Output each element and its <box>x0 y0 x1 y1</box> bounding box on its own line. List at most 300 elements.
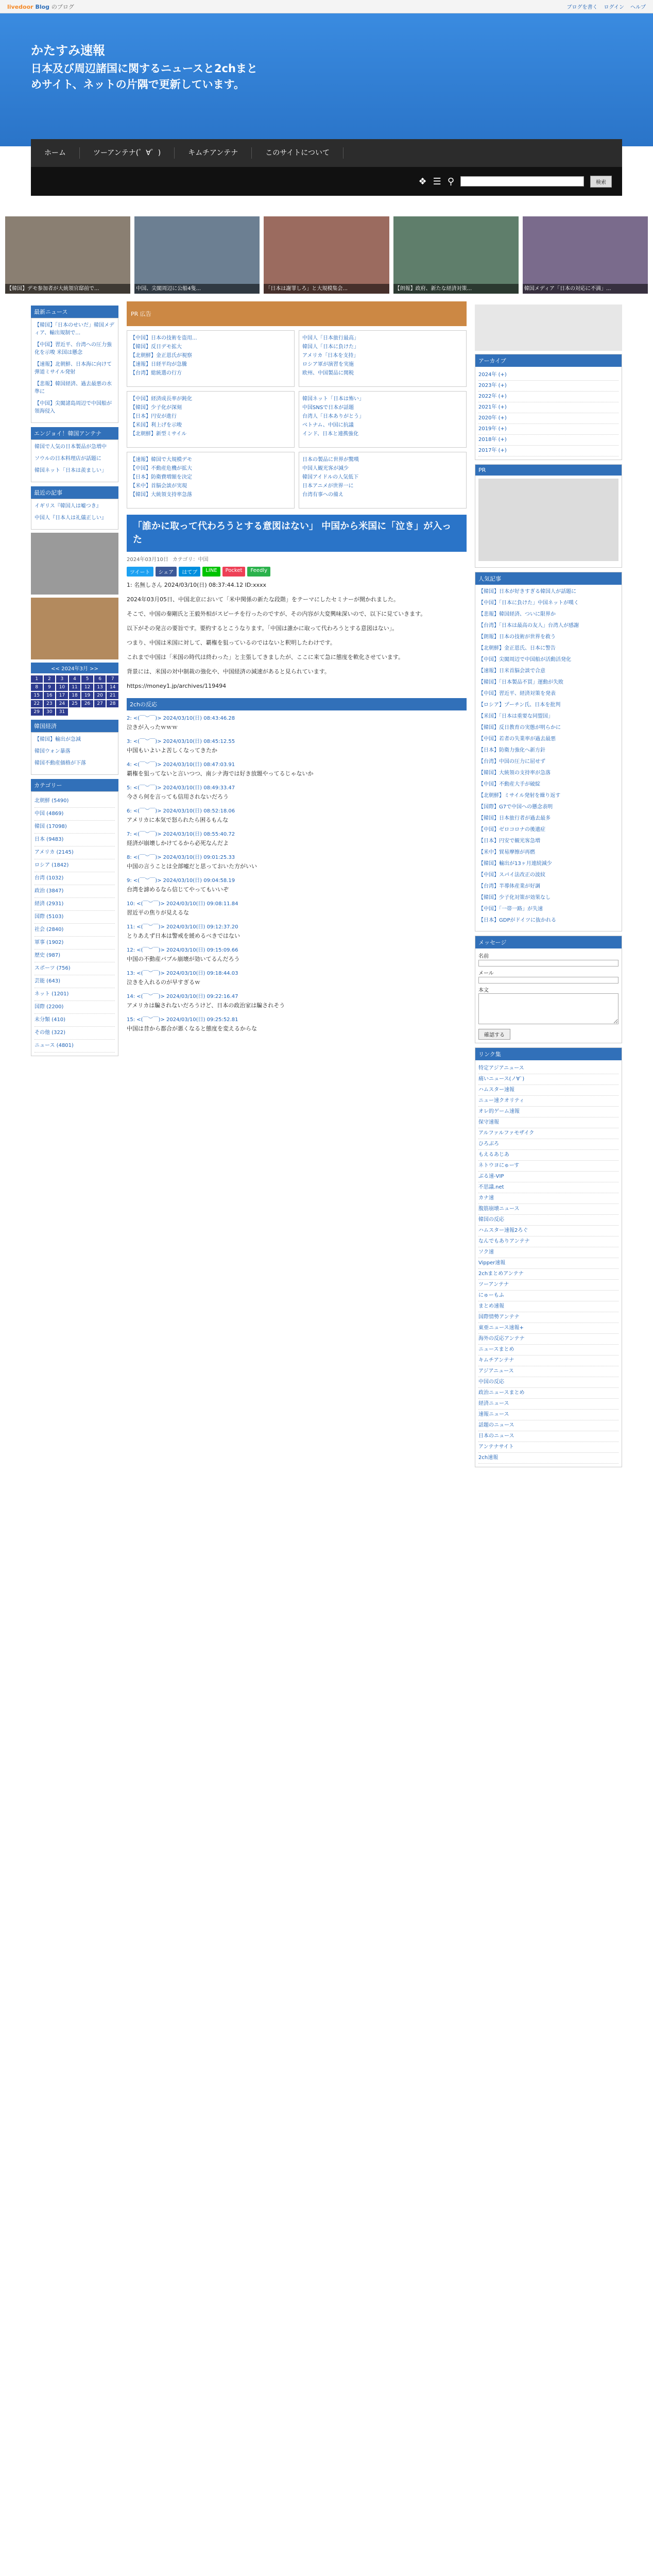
popular-article-link[interactable]: 【韓国】大統領の支持率が急落 <box>478 770 551 776</box>
partner-site-link[interactable]: カナ速 <box>478 1193 618 1204</box>
popular-article-link[interactable]: 【韓国】輸出が13ヶ月連続減少 <box>478 861 552 867</box>
comment-text: 中国は昔から都合が悪くなると態度を変えるからな <box>127 1025 257 1032</box>
calendar-day[interactable]: 6 <box>94 675 106 683</box>
partner-site-link[interactable]: なんでもありアンテナ <box>478 1236 618 1247</box>
calendar-day[interactable]: 4 <box>69 675 81 683</box>
login-link[interactable]: ログイン <box>604 5 624 10</box>
korea-economy-heading: 韓国経済 <box>31 720 118 732</box>
name-field[interactable] <box>478 960 618 967</box>
antenna-link-box <box>299 330 467 387</box>
recent-posts-box <box>31 499 118 530</box>
comment <box>127 923 467 940</box>
calendar-day[interactable]: 8 <box>31 684 43 691</box>
featured-photo[interactable]: 【朗報】政府、新たな経済対策... <box>393 216 519 294</box>
partner-site-link[interactable]: 話題のニュース <box>478 1420 618 1431</box>
antenna-link-box <box>299 452 467 509</box>
feedly-button[interactable]: Feedly <box>247 567 270 577</box>
calendar-day[interactable]: 29 <box>31 708 43 716</box>
antenna-link[interactable]: 欧州、中国製品に関税 <box>302 370 354 376</box>
message-heading: メッセージ <box>475 936 622 948</box>
archive-heading: アーカイブ <box>475 354 622 367</box>
calendar-day[interactable]: 25 <box>69 700 81 707</box>
featured-photo[interactable]: 中国、尖閣周辺に公船4隻... <box>134 216 260 294</box>
line-button[interactable]: LINE <box>202 567 220 577</box>
article-body <box>127 581 467 691</box>
econ-link[interactable]: 韓国不動産価格が下落 <box>35 760 86 766</box>
antenna-link[interactable]: 【速報】韓国で大規模デモ <box>130 457 192 463</box>
enjoy-korea-heading: エンジョイ！韓国アンテナ <box>31 427 118 439</box>
archive-year-link[interactable]: 2021年 (+) <box>478 402 618 413</box>
antenna-link[interactable]: 【中国】日本の技術を盗用... <box>130 335 197 341</box>
comment-text: アメリカは騙されないだろうけど、日本の政治家は騙されそう <box>127 1002 285 1009</box>
partner-site-link[interactable]: ぶる速-VIP <box>478 1172 618 1182</box>
calendar-day[interactable]: 2 <box>44 675 56 683</box>
ad-box <box>475 464 622 568</box>
partner-site-link[interactable]: 2ch速報 <box>478 1453 618 1464</box>
comment-text: 習近平の焦りが見えるな <box>127 909 189 916</box>
partner-site-link[interactable]: 特定アジアニュース <box>478 1063 618 1074</box>
calendar-day[interactable]: 20 <box>94 692 106 699</box>
calendar-day[interactable]: 15 <box>31 692 43 699</box>
antenna-link[interactable]: 【米中】首脳会談が実現 <box>130 483 187 489</box>
partner-site-link[interactable]: 保守速報 <box>478 1117 618 1128</box>
body-field[interactable] <box>478 993 618 1024</box>
partner-site-link[interactable]: 日本のニュース <box>478 1431 618 1442</box>
article-category[interactable]: カテゴリ：中国 <box>172 557 209 563</box>
comment-text: 覇権を狙ってないと言いつつ、南シナ海では好き放題やってるじゃないか <box>127 770 314 777</box>
comment-header: 13: <(￣︶￣)> 2024/03/10(日) 09:18:44.03 <box>127 971 238 976</box>
confirm-button[interactable]: 確認する <box>478 1029 510 1040</box>
twitter-icon[interactable]: ❖ <box>418 176 427 187</box>
recent-posts-heading: 最近の記事 <box>31 486 118 499</box>
antenna-link[interactable]: ベトナム、中国に抗議 <box>302 422 354 428</box>
comment-text: 今さら何を言っても信用されないだろう <box>127 793 229 800</box>
comment <box>127 946 467 963</box>
partner-site-link[interactable]: ニュースまとめ <box>478 1345 618 1355</box>
partner-site-link[interactable]: アルファルファモザイク <box>478 1128 618 1139</box>
comment <box>127 715 467 732</box>
search-input[interactable] <box>460 176 584 187</box>
search-button[interactable]: 検索 <box>590 176 612 188</box>
comment-text: 経済が崩壊しかけてるから必死なんだよ <box>127 840 229 846</box>
comment-text: 中国の言うことは全部嘘だと思っておいた方がいい <box>127 863 257 870</box>
comment <box>127 854 467 871</box>
antenna-link[interactable]: 中国人「日本旅行最高」 <box>302 335 359 341</box>
partner-site-link[interactable]: 政治ニュースまとめ <box>478 1388 618 1399</box>
ad-banner[interactable]: PR 広告 <box>127 301 467 326</box>
news-link[interactable]: 【悲報】韓国経済、過去最悪の水準に <box>35 381 112 395</box>
antenna-link[interactable]: 【中国】経済成長率が鈍化 <box>130 396 192 402</box>
comment-text: とりあえず日本は警戒を緩めるべきではない <box>127 933 240 939</box>
popular-article-link[interactable]: 【ロシア】プーチン氏、日本を批判 <box>478 702 561 708</box>
comment-header: 8: <(￣︶￣)> 2024/03/10(日) 09:01:25.33 <box>127 855 235 860</box>
message-form <box>475 936 622 1043</box>
enjoy-korea-box <box>31 439 118 482</box>
mail-field[interactable] <box>478 977 618 984</box>
antenna-link[interactable]: 【日本】防衛費増額を決定 <box>130 474 192 480</box>
ad-heading: PR <box>475 465 622 476</box>
partner-site-link[interactable]: 痛いニュース(ノ∀`) <box>478 1074 618 1085</box>
partner-site-link[interactable]: 2chまとめアンテナ <box>478 1269 618 1280</box>
antenna-link[interactable]: アメリカ「日本を支持」 <box>302 353 359 359</box>
antenna-link-box <box>127 391 295 448</box>
hatena-button[interactable]: はてブ <box>179 567 200 577</box>
calendar-day[interactable]: 1 <box>31 675 43 683</box>
comment <box>127 831 467 848</box>
partner-site-link[interactable]: もえるあじあ <box>478 1150 618 1161</box>
partner-site-link[interactable]: ソク速 <box>478 1247 618 1258</box>
archive-year-link[interactable]: 2017年 (+) <box>478 446 618 456</box>
comment <box>127 807 467 824</box>
article-paragraph: そこで、中国の秦剛氏と王毅外相がスピーチを行ったのですが、その内容が大変興味深いので、以下に見ていきます。 <box>127 611 426 617</box>
archive-year-link[interactable]: 2018年 (+) <box>478 435 618 446</box>
econ-link[interactable]: 韓国ウォン暴落 <box>35 749 71 754</box>
popular-article-link[interactable]: 【日本】防衛力強化へ新方針 <box>478 748 545 753</box>
partner-site-link[interactable]: アジアニュース <box>478 1366 618 1377</box>
partner-site-link[interactable]: Vipper速報 <box>478 1258 618 1269</box>
econ-link[interactable]: 【韓国】輸出が急減 <box>35 737 81 742</box>
tweet-button[interactable]: ツイート <box>127 567 153 577</box>
archive-year-link[interactable]: 2024年 (+) <box>478 370 618 381</box>
partner-site-link[interactable]: ツーアンテナ <box>478 1280 618 1291</box>
category-link[interactable]: 歴史 (987) <box>35 950 115 962</box>
archive-year-link[interactable]: 2022年 (+) <box>478 392 618 402</box>
antenna-link[interactable]: 【北朝鮮】金正恩氏が視察 <box>130 353 192 359</box>
comment-text: 泣きが入ったｗｗｗ <box>127 724 178 731</box>
article-paragraph: 2024年03月05日、中国北京において「米中関係の新たな段階」をテーマにしたセミナーが開かれました。 <box>127 596 399 603</box>
news-link[interactable]: 【中国】習近平、台湾への圧力強化を示唆 米国は懸念 <box>35 342 112 355</box>
help-link[interactable]: ヘルプ <box>630 5 646 10</box>
center-column <box>127 301 467 1471</box>
latest-news-box <box>31 318 118 423</box>
sidebar-banner-image[interactable] <box>31 533 118 595</box>
popular-article-link[interactable]: 【台湾】半導体産業が好調 <box>478 884 540 889</box>
popular-article-link[interactable]: 【中国】習近平、経済対策を発表 <box>478 691 556 697</box>
antenna-link[interactable]: 韓国アイドルの人気低下 <box>302 474 359 480</box>
featured-photo[interactable]: 【韓国】デモ参加者が大統領官邸前で... <box>5 216 130 294</box>
comment <box>127 970 467 987</box>
enjoy-link[interactable]: ソウルの日本料理店が話題に <box>35 456 101 462</box>
popular-article-link[interactable]: 【中国】「日本に負けた」中国ネットが嘆く <box>478 600 579 606</box>
category-link[interactable]: 政治 (3847) <box>35 885 115 898</box>
featured-photo[interactable]: 韓国メディア「日本の対応に不満」... <box>523 216 648 294</box>
calendar <box>31 663 118 716</box>
calendar-day[interactable]: 24 <box>56 700 68 707</box>
antenna-link[interactable]: 【韓国】少子化が深刻 <box>130 405 182 411</box>
popular-article-link[interactable]: 【韓国】少子化対策が効果なし <box>478 895 551 901</box>
article-paragraph: https://money1.jp/archives/119494 <box>127 683 227 689</box>
site-header <box>0 13 653 146</box>
popular-article-link[interactable]: 【速報】日米首脳会談で合意 <box>478 668 545 674</box>
links-heading: リンク集 <box>475 1048 622 1060</box>
popular-article-link[interactable]: 【中国】若者の失業率が過去最悪 <box>478 736 556 742</box>
partner-site-link[interactable]: 腹筋崩壊ニュース <box>478 1204 618 1215</box>
antenna-link[interactable]: 台湾人「日本ありがとう」 <box>302 414 364 419</box>
site-description: 日本及び周辺諸国に関するニュースと2chまとめサイト、ネットの片隅で更新しています。 <box>31 62 257 91</box>
popular-article-link[interactable]: 【国際】G7で中国への懸念表明 <box>478 804 553 810</box>
antenna-link[interactable]: 韓国人「日本に負けた」 <box>302 344 359 350</box>
calendar-day[interactable]: 9 <box>44 684 56 691</box>
partner-site-link[interactable]: ひろぶろ <box>478 1139 618 1150</box>
comment-list <box>127 715 467 1033</box>
recent-link[interactable]: イギリス『韓国人は嘘つき』 <box>35 503 101 509</box>
antenna-link[interactable]: 【台湾】総統選の行方 <box>130 370 182 376</box>
news-link[interactable]: 【中国】尖閣諸島周辺で中国船が領海侵入 <box>35 401 112 414</box>
article-paragraph: 背景には、米国の対中制裁の強化や、中国経済の減速があると見られています。 <box>127 668 330 675</box>
partner-site-link[interactable]: 東亜ニュース速報+ <box>478 1323 618 1334</box>
partner-site-link[interactable]: 中国の反応 <box>478 1377 618 1388</box>
category-link[interactable]: 台湾 (1032) <box>35 872 115 885</box>
comment-header: 11: <(￣︶￣)> 2024/03/10(日) 09:12:37.20 <box>127 924 238 930</box>
comment-header: 12: <(￣︶￣)> 2024/03/10(日) 09:15:09.66 <box>127 947 238 953</box>
popular-article-link[interactable]: 【米国】「日本は重要な同盟国」 <box>478 714 553 719</box>
partner-site-link[interactable]: 速報ニュース <box>478 1410 618 1420</box>
category-link[interactable]: 社会 (2840) <box>35 924 115 937</box>
antenna-link[interactable]: 【米国】利上げを示唆 <box>130 422 182 428</box>
popular-article-link[interactable]: 【日本】GDPがドイツに抜かれる <box>478 918 556 923</box>
popular-article-link[interactable]: 【悲報】韓国経済、ついに限界か <box>478 612 556 617</box>
comment <box>127 1016 467 1033</box>
partner-site-link[interactable]: アンテナサイト <box>478 1442 618 1453</box>
antenna-link[interactable]: 日本アニメが世界一に <box>302 483 354 489</box>
news-link[interactable]: 【韓国】「日本のせいだ」韓国メディア、輸出規制で… <box>35 323 114 336</box>
korea-economy-box <box>31 732 118 775</box>
popular-article-link[interactable]: 【韓国】日本が好きすぎる韓国人が話題に <box>478 589 576 595</box>
popular-article-link[interactable]: 【台湾】中国の圧力に屈せず <box>478 759 545 765</box>
enjoy-link[interactable]: 韓国で人気の日本製品が急増中 <box>35 444 107 450</box>
calendar-day[interactable]: 21 <box>107 692 118 699</box>
popular-article-link[interactable]: 【韓国】「日本製品不買」運動が失敗 <box>478 680 563 685</box>
popular-article-link[interactable]: 【中国】スパイ法改正の波紋 <box>478 872 545 878</box>
popular-article-link[interactable]: 【朗報】日本の技術が世界を救う <box>478 634 556 640</box>
nav-kimchi-antenna[interactable]: キムチアンテナ <box>175 147 252 159</box>
comment <box>127 900 467 917</box>
calendar-day[interactable]: 7 <box>107 675 118 683</box>
calendar-day[interactable]: 19 <box>81 692 93 699</box>
category-link[interactable]: 国際 (5103) <box>35 911 115 924</box>
antenna-link[interactable]: ロシア軍が演習を実施 <box>302 362 354 367</box>
partner-site-link[interactable]: まとめ速報 <box>478 1301 618 1312</box>
article-title[interactable]: 「誰かに取って代わろうとする意図はない」 中国から米国に「泣き」が入った <box>127 515 467 552</box>
comment-header: 7: <(￣︶￣)> 2024/03/10(日) 08:55:40.72 <box>127 832 235 837</box>
partner-site-link[interactable]: キムチアンテナ <box>478 1355 618 1366</box>
article-paragraph: 1: 名無しさん 2024/03/10(日) 08:37:44.12 ID:xxxx <box>127 582 267 588</box>
nav-about[interactable]: このサイトについて <box>252 147 343 159</box>
popular-article-link[interactable]: 【北朝鮮】ミサイル発射を繰り返す <box>478 793 561 799</box>
article-meta <box>127 552 467 566</box>
calendar-day[interactable]: 26 <box>81 700 93 707</box>
calendar-day[interactable]: 16 <box>44 692 56 699</box>
calendar-day[interactable]: 13 <box>94 684 106 691</box>
article-date: 2024年03月10日 <box>127 557 168 563</box>
article-paragraph: これまで中国は「米国の時代は終わった」と主張してきましたが、ここに来て急に態度を軟化させています。 <box>127 654 404 660</box>
calendar-day[interactable]: 31 <box>56 708 68 716</box>
antenna-link[interactable]: 【北朝鮮】新型ミサイル <box>130 431 187 437</box>
category-link[interactable]: アメリカ (2145) <box>35 846 115 859</box>
calendar-day[interactable]: 10 <box>56 684 68 691</box>
comment-header: 10: <(￣︶￣)> 2024/03/10(日) 09:08:11.84 <box>127 901 238 907</box>
calendar-day[interactable]: 30 <box>44 708 56 716</box>
comment-text: 泣きを入れるのが早すぎるｗ <box>127 979 200 986</box>
latest-news-heading: 最新ニュース <box>31 306 118 318</box>
comment-text: アメリカに本気で怒られたら困るもんな <box>127 817 229 823</box>
partner-site-link[interactable]: オレ的ゲーム速報 <box>478 1107 618 1117</box>
category-link[interactable]: スポーツ (756) <box>35 962 115 975</box>
categories-heading: カテゴリー <box>31 779 118 791</box>
archive-year-link[interactable]: 2023年 (+) <box>478 381 618 392</box>
antenna-link[interactable]: 【韓国】反日デモ拡大 <box>130 344 182 350</box>
popular-article-link[interactable]: 【韓国】日本旅行者が過去最多 <box>478 816 551 821</box>
popular-article-link[interactable]: 【米中】貿易摩擦が再燃 <box>478 850 535 855</box>
antenna-link[interactable]: 【中国】不動産危機が拡大 <box>130 466 192 471</box>
popular-article-link[interactable]: 【中国】尖閣周辺で中国船が活動活発化 <box>478 657 571 663</box>
popular-article-link[interactable]: 【北朝鮮】金正恩氏、日本に警告 <box>478 646 556 651</box>
partner-site-link[interactable]: 韓国の反応 <box>478 1215 618 1226</box>
popular-article-link[interactable]: 【中国】「一帯一路」が失速 <box>478 906 543 912</box>
popular-article-link[interactable]: 【韓国】反日教育の実態が明らかに <box>478 725 561 731</box>
category-link[interactable]: 芸能 (643) <box>35 975 115 988</box>
category-list <box>31 791 118 1056</box>
antenna-link[interactable]: 中国SNSで日本が話題 <box>302 405 354 411</box>
recent-link[interactable]: 中国人『日本人は礼儀正しい』 <box>35 515 107 521</box>
calendar-day[interactable]: 18 <box>69 692 81 699</box>
category-link[interactable]: ロシア (1842) <box>35 859 115 872</box>
antenna-link-grid <box>127 330 467 509</box>
antenna-link[interactable]: 台湾有事への備え <box>302 492 343 498</box>
popular-article-link[interactable]: 【中国】ゼロコロナの後遺症 <box>478 827 545 833</box>
pocket-button[interactable]: Pocket <box>222 567 246 577</box>
archive-box <box>475 354 622 460</box>
calendar-title[interactable]: << 2024年3月 >> <box>31 663 118 673</box>
comment-header: 5: <(￣︶￣)> 2024/03/10(日) 08:49:33.47 <box>127 785 235 791</box>
facebook-share-button[interactable]: シェア <box>156 567 177 577</box>
calendar-day[interactable]: 11 <box>69 684 81 691</box>
featured-photo[interactable]: 「日本は謝罪しろ」と大規模集会... <box>264 216 389 294</box>
partner-site-link[interactable]: ニュー速クオリティ <box>478 1096 618 1107</box>
news-link[interactable]: 【速報】北朝鮮、日本海に向けて弾道ミサイル発射 <box>35 362 112 375</box>
antenna-link[interactable]: 中国人観光客が減少 <box>302 466 349 471</box>
right-sidebar <box>475 301 622 1471</box>
enjoy-link[interactable]: 韓国ネット「日本は羨ましい」 <box>35 468 107 473</box>
ad-image[interactable] <box>475 304 622 351</box>
comment-header: 2: <(￣︶￣)> 2024/03/10(日) 08:43:46.28 <box>127 716 235 721</box>
nav-two-antenna[interactable]: ツーアンテナ(゜∀゜) <box>80 147 175 159</box>
main-content <box>31 301 622 1471</box>
comment <box>127 993 467 1010</box>
category-link[interactable]: 国際 (2200) <box>35 1001 115 1014</box>
popular-box <box>475 572 622 931</box>
comment-header: 9: <(￣︶￣)> 2024/03/10(日) 09:04:58.19 <box>127 878 235 884</box>
comments-heading: 2chの反応 <box>127 698 467 710</box>
category-link[interactable]: 韓国 (17098) <box>35 821 115 834</box>
comment <box>127 761 467 778</box>
category-link[interactable]: 経済 (2931) <box>35 898 115 911</box>
antenna-link[interactable]: 【速報】日経平均が急騰 <box>130 362 187 367</box>
article-paragraph: つまり、中国は米国に対して、覇権を狙っているのではないと釈明したわけです。 <box>127 639 336 646</box>
ad-image[interactable] <box>478 479 618 561</box>
antenna-link[interactable]: インド、日本と連携強化 <box>302 431 359 437</box>
partner-site-link[interactable]: 不思議.net <box>478 1182 618 1193</box>
category-link[interactable]: 北朝鮮 (5490) <box>35 795 115 808</box>
partner-site-link[interactable]: にゅーもふ <box>478 1291 618 1301</box>
rss-icon[interactable]: ☰ <box>433 176 441 187</box>
antenna-link[interactable]: 日本の製品に世界が驚嘆 <box>302 457 359 463</box>
partner-site-link[interactable]: 経済ニュース <box>478 1399 618 1410</box>
calendar-day[interactable]: 12 <box>81 684 93 691</box>
partner-site-link[interactable]: ハムスター速報 <box>478 1085 618 1096</box>
archive-year-link[interactable]: 2019年 (+) <box>478 424 618 435</box>
calendar-day[interactable]: 14 <box>107 684 118 691</box>
comment <box>127 738 467 755</box>
category-link[interactable]: 中国 (4869) <box>35 808 115 821</box>
popular-article-link[interactable]: 【台湾】「日本は最高の友人」台湾人が感謝 <box>478 623 579 629</box>
featured-photos <box>0 216 653 294</box>
search-icon[interactable]: ⚲ <box>447 176 454 187</box>
links-box <box>475 1047 622 1467</box>
partner-site-link[interactable]: ハムスター速報2ろぐ <box>478 1226 618 1236</box>
category-link[interactable]: ネット (1201) <box>35 988 115 1001</box>
share-buttons <box>127 566 467 581</box>
search-bar <box>31 167 622 196</box>
calendar-day[interactable]: 17 <box>56 692 68 699</box>
calendar-day[interactable]: 3 <box>56 675 68 683</box>
category-link[interactable]: 日本 (9483) <box>35 834 115 846</box>
left-sidebar <box>31 301 118 1471</box>
sidebar-banner-image[interactable] <box>31 598 118 659</box>
site-title[interactable]: かたすみ速報 <box>31 43 105 58</box>
calendar-day[interactable]: 22 <box>31 700 43 707</box>
comment-text: 台湾を諦めるなら信じてやってもいいぞ <box>127 886 229 893</box>
partner-site-link[interactable]: 海外の反応アンテナ <box>478 1334 618 1345</box>
calendar-day[interactable]: 27 <box>94 700 106 707</box>
popular-article-link[interactable]: 【中国】不動産大手が破綻 <box>478 782 540 787</box>
comment-header: 14: <(￣︶￣)> 2024/03/10(日) 09:22:16.47 <box>127 994 238 999</box>
calendar-day[interactable]: 5 <box>81 675 93 683</box>
comment <box>127 877 467 894</box>
category-link[interactable]: その他 (322) <box>35 1027 115 1040</box>
comment-header: 15: <(￣︶￣)> 2024/03/10(日) 09:25:52.81 <box>127 1017 238 1023</box>
category-link[interactable]: 未分類 (410) <box>35 1014 115 1027</box>
name-label: 名前 <box>478 954 489 959</box>
nav-home[interactable]: ホーム <box>31 147 80 159</box>
antenna-link[interactable]: 【韓国】大統領支持率急落 <box>130 492 192 498</box>
comment <box>127 784 467 801</box>
antenna-link[interactable]: 韓国ネット「日本は怖い」 <box>302 396 364 402</box>
popular-heading: 人気記事 <box>475 572 622 585</box>
partner-site-link[interactable]: ネトウヨにゅーす <box>478 1161 618 1172</box>
antenna-link-box <box>299 391 467 448</box>
comment-text: 中国もいよいよ苦しくなってきたか <box>127 747 217 754</box>
antenna-link[interactable]: 【日本】円安が進行 <box>130 414 177 419</box>
comment-header: 3: <(￣︶￣)> 2024/03/10(日) 08:45:12.55 <box>127 739 235 744</box>
calendar-day[interactable]: 28 <box>107 700 118 707</box>
partner-site-link[interactable]: 国際情勢アンテナ <box>478 1312 618 1323</box>
calendar-day[interactable]: 23 <box>44 700 56 707</box>
write-blog-link[interactable]: ブログを書く <box>566 5 598 10</box>
antenna-link-box <box>127 330 295 387</box>
popular-article-link[interactable]: 【日本】円安で観光客急増 <box>478 838 540 844</box>
comment-header: 6: <(￣︶￣)> 2024/03/10(日) 08:52:18.06 <box>127 808 235 814</box>
livedoor-logo[interactable]: livedoor Blog のブログ <box>7 3 74 10</box>
article-paragraph: 以下がその発言の要旨です。要約するとこうなります。「中国は誰かに取って代わろうとする意図はない」。 <box>127 625 398 632</box>
mail-label: メール <box>478 971 494 976</box>
category-link[interactable]: 軍事 (1902) <box>35 937 115 950</box>
archive-year-link[interactable]: 2020年 (+) <box>478 413 618 424</box>
comment-text: 中国の不動産バブル崩壊が効いてるんだろう <box>127 956 240 962</box>
top-bar <box>0 0 653 13</box>
category-link[interactable]: ニュース (4801) <box>35 1040 115 1053</box>
comment-header: 4: <(￣︶￣)> 2024/03/10(日) 08:47:03.91 <box>127 762 235 768</box>
